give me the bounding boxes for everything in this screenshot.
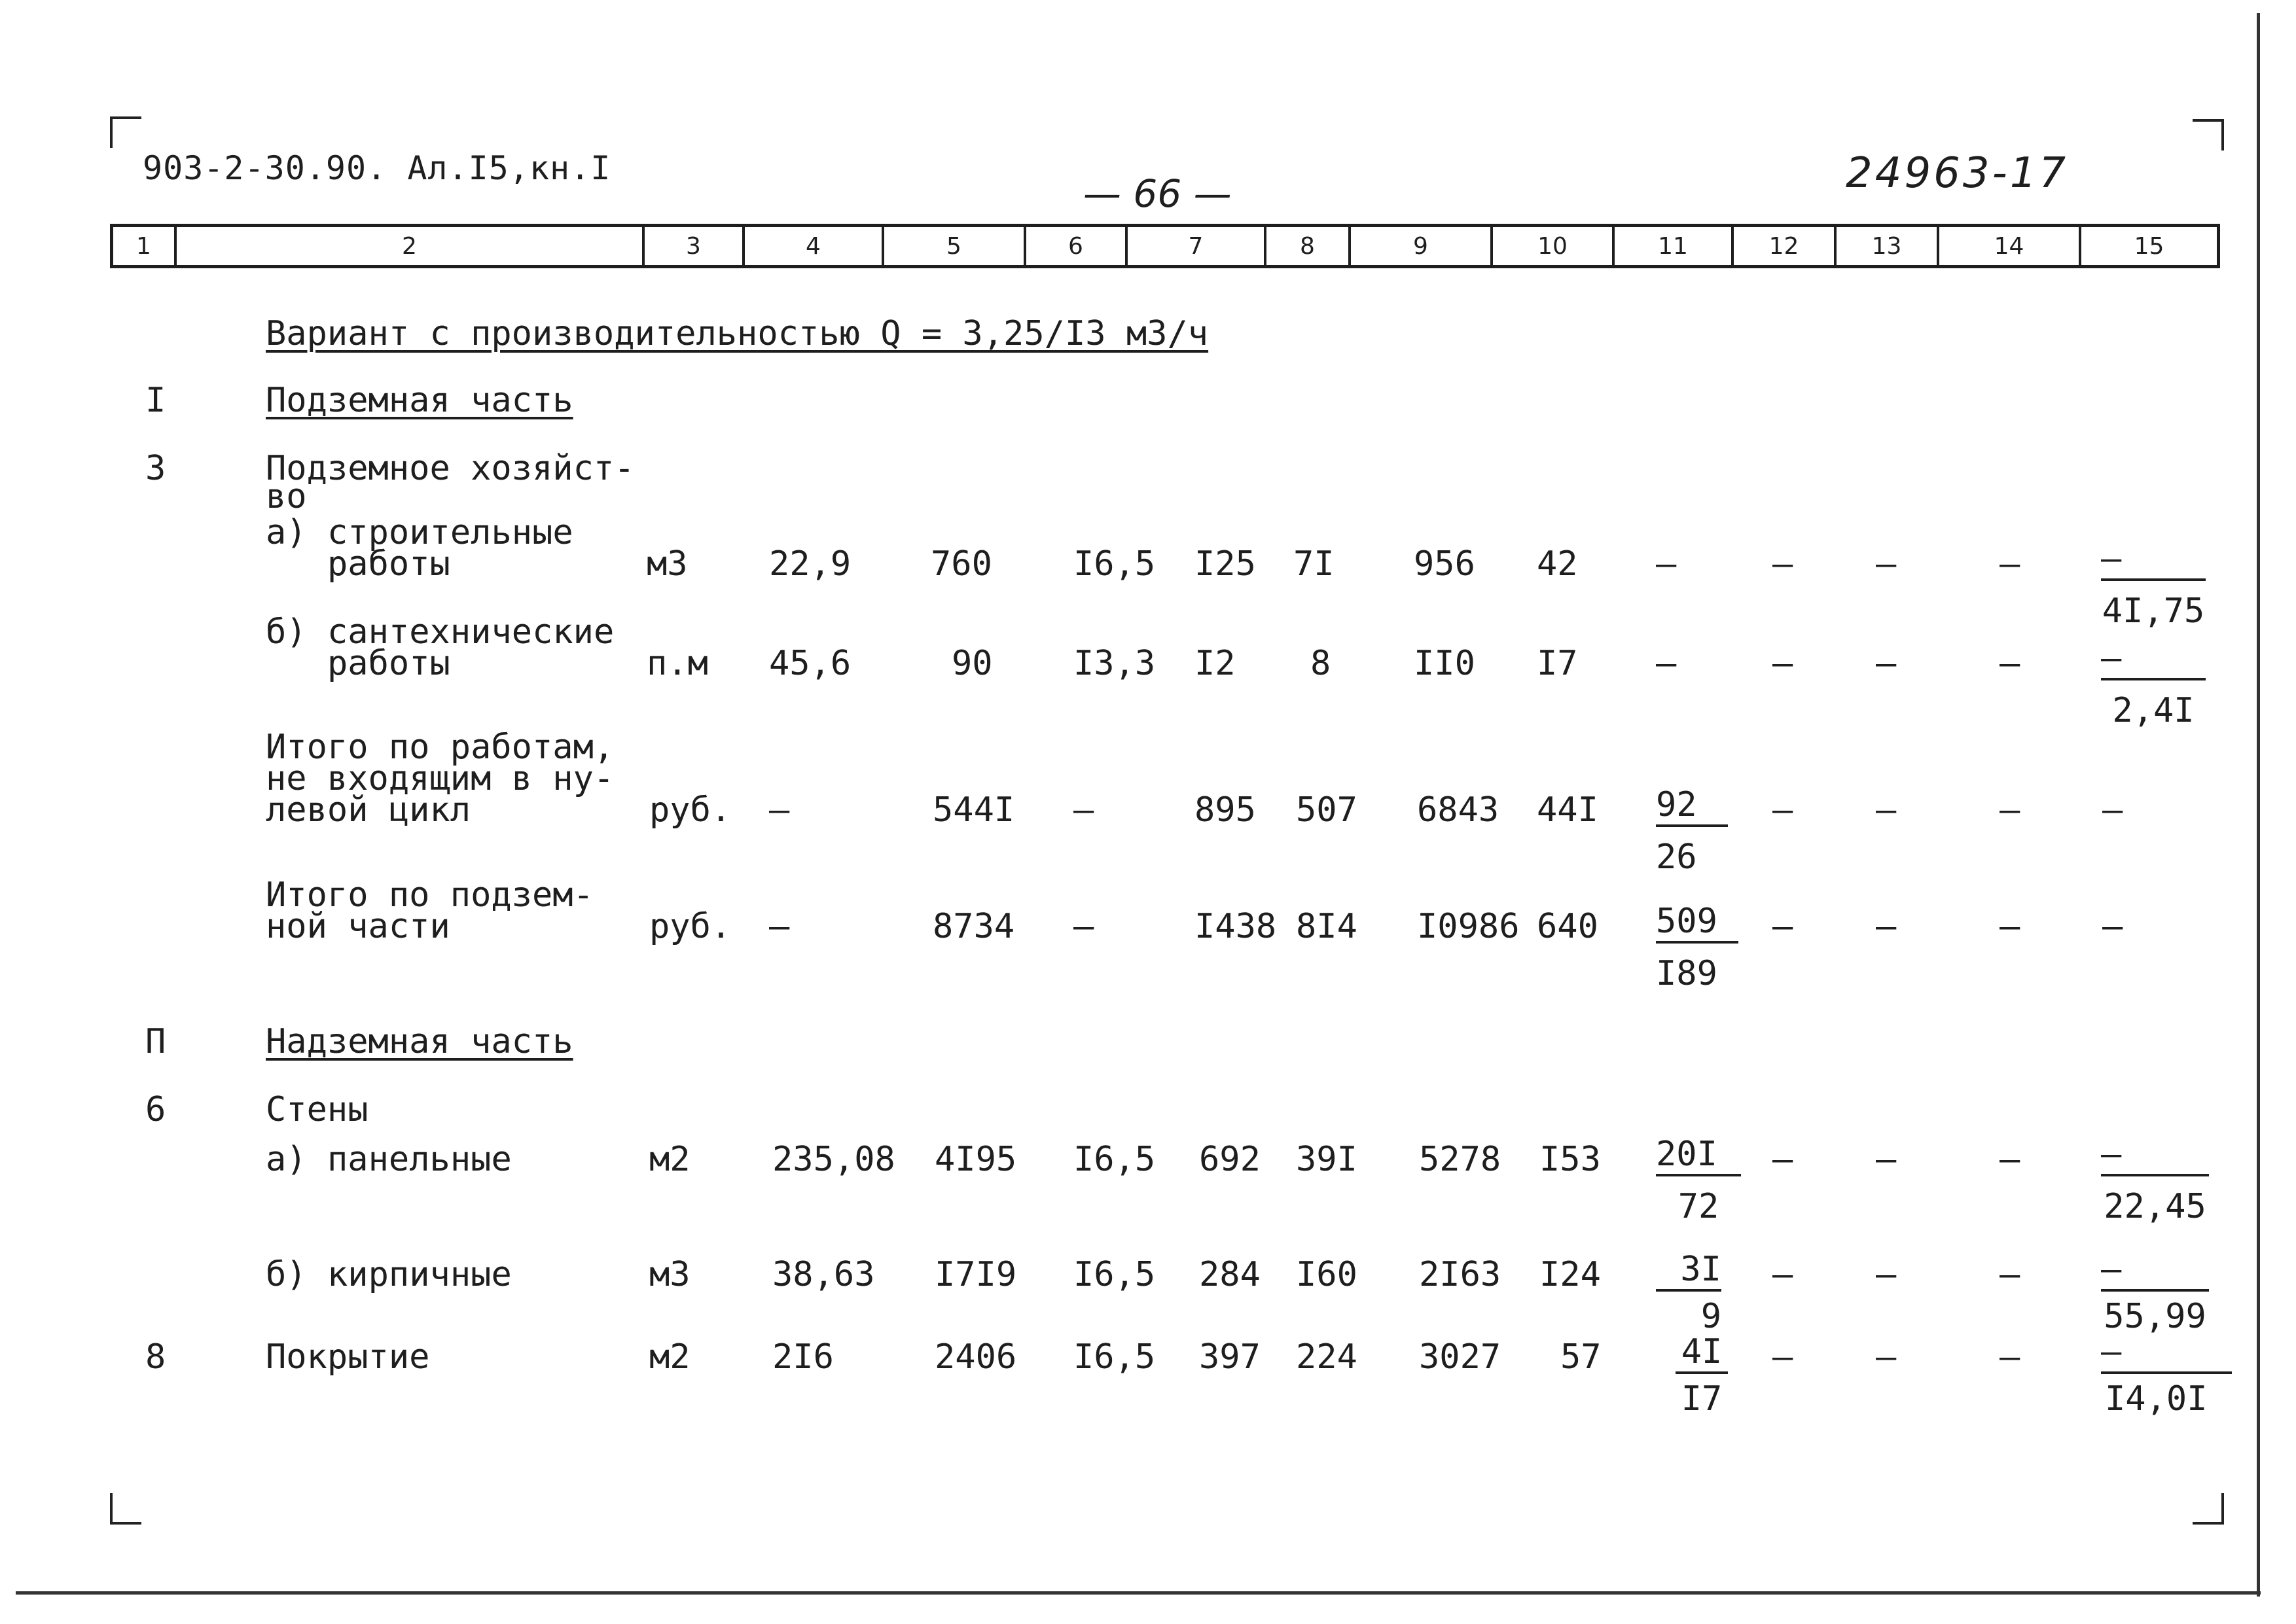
column-header-8: 8 (1266, 227, 1351, 265)
fraction-bottom: I7 (1681, 1379, 1723, 1419)
cell-unit: руб. (649, 907, 732, 946)
cell-col10: I7 (1537, 644, 1578, 683)
fraction-top: – (2101, 1139, 2209, 1176)
row-name: сантехнические (327, 612, 615, 652)
cell-col6: I6,5 (1073, 1140, 1156, 1179)
cell-col4: 235,08 (772, 1140, 895, 1179)
cell-col7: I2 (1194, 644, 1236, 683)
cell-col7: I438 (1194, 907, 1277, 946)
cell-col4: – (769, 907, 790, 946)
cell-col6: I3,3 (1073, 644, 1156, 683)
cell-col6: I6,5 (1073, 1255, 1156, 1294)
cell-col14: – (2000, 790, 2020, 830)
fraction-bottom: 2,4I (2112, 691, 2195, 730)
corner-mark-top-right (2193, 119, 2224, 150)
cell-col15-fraction (2101, 1332, 2232, 1419)
cell-col12: – (1772, 544, 1793, 584)
row-name: строительные (327, 513, 573, 552)
cell-col10: 42 (1537, 544, 1578, 584)
cell-col14: – (2000, 544, 2020, 584)
cell-unit: м3 (649, 1255, 691, 1294)
cell-col6: I6,5 (1073, 544, 1156, 584)
section-number: I (145, 381, 166, 420)
document-code: 903-2-30.90. Ал.I5,кн.I (143, 149, 611, 187)
fraction-bottom: 22,45 (2104, 1187, 2206, 1226)
cell-col6: – (1073, 907, 1094, 946)
cell-col8: 507 (1296, 790, 1357, 830)
row-name-cont: работы (327, 644, 450, 683)
column-header-5: 5 (884, 227, 1026, 265)
cell-col11: – (1656, 644, 1677, 683)
column-header-12: 12 (1734, 227, 1837, 265)
column-header-6: 6 (1026, 227, 1128, 265)
row-number: 8 (145, 1337, 166, 1377)
fraction-top: 92 (1656, 789, 1728, 827)
sheet-id: 24963-17 (1846, 149, 2069, 198)
cell-col14: – (2000, 1140, 2020, 1179)
cell-col4: 38,63 (772, 1255, 875, 1294)
column-header-3: 3 (645, 227, 745, 265)
cell-col10: I24 (1539, 1255, 1601, 1294)
row-label: б) (266, 1255, 307, 1294)
cell-col11: – (1656, 544, 1677, 584)
row-name: Покрытие (266, 1337, 430, 1377)
fraction-bottom: I89 (1656, 954, 1717, 993)
cell-col4: 45,6 (769, 644, 852, 683)
cell-col13: – (1876, 907, 1897, 946)
cell-col11-fraction (1656, 785, 1728, 877)
variant-title: Вариант с производительностью Q = 3,25/I3 м3/ч (266, 314, 1209, 353)
cell-col5: 8734 (933, 907, 1015, 946)
cell-col14: – (2000, 907, 2020, 946)
cell-col5: I7I9 (935, 1255, 1017, 1294)
row-number: 3 (145, 449, 166, 488)
cell-col11-fraction (1656, 902, 1738, 993)
fraction-bottom: 26 (1656, 838, 1697, 877)
cell-col8: 224 (1296, 1337, 1357, 1377)
corner-mark-bottom-left (110, 1493, 141, 1525)
cell-unit: м3 (647, 544, 688, 584)
column-header-1: 1 (113, 227, 177, 265)
row-name-cont: не входящим в ну- (266, 759, 615, 798)
cell-col13: – (1876, 544, 1897, 584)
cell-col15-fraction (2101, 1135, 2209, 1226)
column-header-15: 15 (2134, 232, 2164, 260)
cell-col11-fraction (1676, 1332, 1728, 1419)
cell-col9: 3027 (1419, 1337, 1501, 1377)
row-number: 6 (145, 1090, 166, 1129)
cell-col5: 90 (952, 644, 993, 683)
row-label: а) (266, 513, 307, 552)
cell-col12: – (1772, 644, 1793, 683)
cell-col4: – (769, 790, 790, 830)
cell-col5: 760 (931, 544, 992, 584)
cell-col15-fraction (2101, 539, 2206, 631)
cell-col9: 5278 (1419, 1140, 1501, 1179)
row-name-cont: работы (327, 544, 450, 584)
cell-unit: м2 (649, 1337, 691, 1377)
cell-col7: 284 (1199, 1255, 1261, 1294)
cell-col14: – (2000, 1337, 2020, 1377)
section-title: Надземная часть (266, 1022, 573, 1061)
cell-col8: 8 (1310, 644, 1331, 683)
cell-col12: – (1772, 1140, 1793, 1179)
cell-col14: – (2000, 1255, 2020, 1294)
cell-col12: – (1772, 1255, 1793, 1294)
row-name: кирпичные (327, 1255, 512, 1294)
row-name-cont: ной части (266, 907, 450, 946)
fraction-top: – (2101, 543, 2206, 581)
cell-col12: – (1772, 907, 1793, 946)
row-label: а) (266, 1140, 307, 1179)
cell-col5: 544I (933, 790, 1015, 830)
column-header-4: 4 (745, 227, 884, 265)
cell-col9: 2I63 (1419, 1255, 1501, 1294)
row-name: Стены (266, 1090, 368, 1129)
cell-col10: I53 (1539, 1140, 1601, 1179)
cell-col13: – (1876, 1140, 1897, 1179)
cell-col11-fraction (1656, 1250, 1721, 1336)
row-name: Итого по работам, (266, 728, 615, 767)
cell-col14: – (2000, 644, 2020, 683)
cell-col13: – (1876, 1337, 1897, 1377)
fraction-top: 4I (1676, 1336, 1728, 1374)
column-header-9: 9 (1351, 227, 1493, 265)
cell-col13: – (1876, 644, 1897, 683)
cell-col7: 397 (1199, 1337, 1261, 1377)
section-number: П (145, 1022, 166, 1061)
cell-col5: 2406 (935, 1337, 1017, 1377)
page-number: — 66 — (1083, 171, 1232, 216)
fraction-bottom: I4,0I (2105, 1379, 2208, 1419)
cell-col9: II0 (1414, 644, 1475, 683)
row-label: б) (266, 612, 307, 652)
column-header-7: 7 (1128, 227, 1266, 265)
cell-col9: 6843 (1417, 790, 1499, 830)
row-name: Подземное хозяйст- (266, 449, 635, 488)
cell-col8: 39I (1296, 1140, 1357, 1179)
column-header-13: 13 (1837, 227, 1939, 265)
page-edge-bottom (16, 1591, 2261, 1595)
cell-col15: – (2102, 907, 2123, 946)
fraction-top: 20I (1656, 1139, 1741, 1176)
cell-col9: I0986 (1417, 907, 1520, 946)
corner-mark-top-left (110, 116, 141, 148)
column-header-14: 14 (1939, 227, 2081, 265)
cell-col7: 692 (1199, 1140, 1261, 1179)
fraction-bottom: 4I,75 (2102, 591, 2205, 631)
cell-col10: 640 (1537, 907, 1598, 946)
column-header-11: 11 (1615, 227, 1734, 265)
section-title: Подземная часть (266, 381, 573, 420)
cell-col8: 7I (1293, 544, 1335, 584)
row-name: панельные (327, 1140, 512, 1179)
fraction-top: 509 (1656, 906, 1738, 944)
cell-col7: 895 (1194, 790, 1256, 830)
cell-col12: – (1772, 790, 1793, 830)
cell-col8: I60 (1296, 1255, 1357, 1294)
cell-col8: 8I4 (1296, 907, 1357, 946)
column-header-2: 2 (177, 227, 645, 265)
cell-unit: м2 (649, 1140, 691, 1179)
cell-col15-fraction (2101, 639, 2206, 730)
fraction-bottom: 9 (1700, 1297, 1721, 1336)
cell-col15-fraction (2101, 1250, 2209, 1336)
cell-col6: – (1073, 790, 1094, 830)
fraction-top: 3I (1656, 1254, 1721, 1292)
column-header-row (110, 224, 2220, 268)
cell-col12: – (1772, 1337, 1793, 1377)
cell-col5: 4I95 (935, 1140, 1017, 1179)
cell-col6: I6,5 (1073, 1337, 1156, 1377)
row-name-cont: во (266, 477, 307, 516)
cell-col11-fraction (1656, 1135, 1741, 1226)
fraction-top: – (2101, 1336, 2232, 1374)
cell-col9: 956 (1414, 544, 1475, 584)
cell-col7: I25 (1194, 544, 1256, 584)
cell-unit: п.м (647, 644, 708, 683)
cell-col10: 44I (1537, 790, 1598, 830)
cell-col4: 22,9 (769, 544, 852, 584)
cell-col15: – (2102, 790, 2123, 830)
row-name: Итого по подзем- (266, 875, 594, 915)
page-edge-right (2257, 13, 2260, 1597)
fraction-top: – (2101, 643, 2206, 680)
cell-unit: руб. (649, 790, 732, 830)
cell-col10: 57 (1560, 1337, 1602, 1377)
corner-mark-bottom-right (2193, 1493, 2224, 1525)
fraction-top: – (2101, 1254, 2209, 1292)
cell-col13: – (1876, 790, 1897, 830)
column-header-10: 10 (1493, 227, 1615, 265)
cell-col4: 2I6 (772, 1337, 834, 1377)
cell-col13: – (1876, 1255, 1897, 1294)
row-name-cont: левой цикл (266, 790, 471, 830)
fraction-bottom: 72 (1677, 1187, 1719, 1226)
fraction-bottom: 55,99 (2104, 1297, 2206, 1336)
